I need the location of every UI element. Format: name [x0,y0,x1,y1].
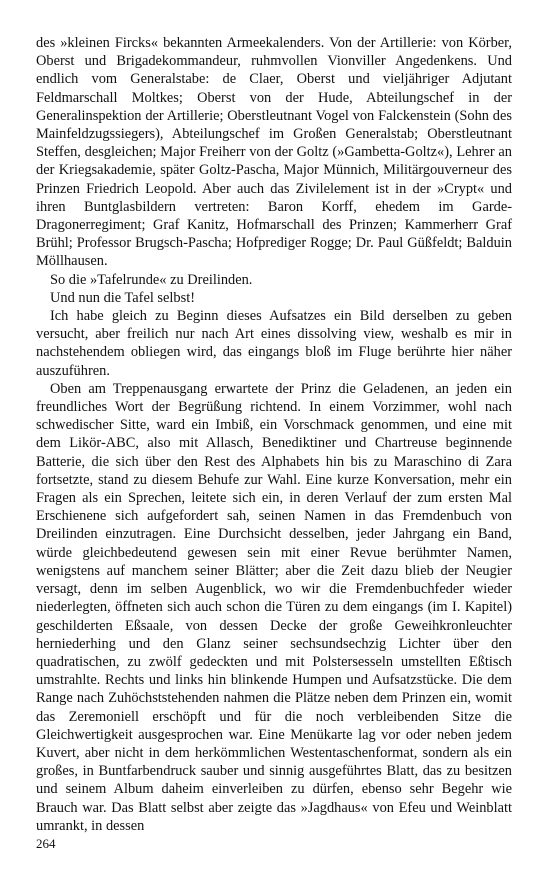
paragraph: Und nun die Tafel selbst! [50,289,196,306]
page-number: 264 [36,836,56,851]
body-text [36,34,512,835]
paragraph: So die »Tafelrunde« zu Dreilinden. [50,271,253,288]
paragraph: Oben am Treppenausgang erwartete der Prinz die Geladenen, an jeden ein freundliches Wort der Begrüßung richtend. In einem Vorzimmer, wohl nach schwedischer Sitte, ward ein Imbiß, ein Vorschmack genommen, und eine mit dem Likör-ABC, also mit Allasch, Benediktiner und Chartreuse beginnende Batterie, die sich über den Rest des Alphabets hin bis zu Maraschino di Zara fortsetzte, stand zu diesem Behufe zur Wahl. Eine kurze Konversation, mehr ein Fragen als ein Sprechen, leitete sich ein, in deren Verlauf der zum ersten Mal Erschienene sich aufgefordert sah, seinen Namen in das Fremdenbuch von Dreilinden einzutragen. Eine Durchsicht desselben, jeder Jahrgang ein Band, würde gleichbedeutend gewesen sein mit einer Revue berühmter Namen, wenigstens auf manchem seiner Blätter; aber die Zeit dazu blieb der Neugier versagt, denn im selben Augenblick, wo wir die Fremdenbuchfeder wieder niederlegten, öffneten sich auch schon die Türen zu dem eingangs (im I. Kapitel) geschilderten Eßsaale, von dessen Decke der große Geweihkronleuchter herniederhing und den Glanz seiner sechsundsechzig Lichter über den quadratischen, zu zwölf gedeckten und mit Polstersesseln umstellten Eßtisch umstrahlte. Rechts und links hin blinkende Humpen und Aufsatzstücke. Die dem Range nach Zuhöchststehenden nahmen die Plätze neben dem Prinzen ein, womit das Zeremoniell erschöpft und für die noch verbleibenden Sitze die Gleichwertigkeit ausgesprochen war. Eine Menükarte lag vor oder neben jedem Kuvert, aber nicht in dem herkömmlichen Westentaschenformat, sondern als ein großes, in Buntfarbendruck sauber und sinnig ausgeführtes Blatt, das zu besitzen und seinem Album daheim einverleiben zu dürfen, ebenso sehr Begehr wie Brauch war. Das Blatt selbst aber zeigte das »Jagdhaus« von Efeu und Weinblatt umrankt, in dessen [36,380,512,834]
paragraph-continued: des »kleinen Fircks« bekannten Armeekalenders. Von der Artillerie: von Körber, Oberst und Brigadekommandeur, ruhmvollen Vionviller Angedenkens. Und endlich vom Generalstabe: de Claer, Oberst und vieljähriger Adjutant Feldmarschall Moltkes; Oberst von der Hude, Abteilungschef in der Generalinspektion der Artillerie; Oberstleutnant Vogel von Falckenstein (Sohn des Mainfeldzugssiegers), Abteilungschef im Großen Generalstab; Oberstleutnant Steffen, desgleichen; Major Freiherr von der Goltz (»Gambetta-Goltz«), Lehrer an der Kriegsakademie, später Goltz-Pascha, Major Münnich, Militärgouverneur des Prinzen Friedrich Leopold. Aber auch das Zivilelement ist in der »Crypt« und ihren Buntglasbildern vertreten: Baron Korff, ehedem im Garde-Dragonerregiment; Graf Kanitz, Hofmarschall des Prinzen; Kammerherr Graf Brühl; Professor Brugsch-Pascha; Hofprediger Rogge; Dr. Paul Güßfeldt; Balduin Möllhausen. [36,35,512,270]
paragraph: Ich habe gleich zu Beginn dieses Aufsatzes ein Bild derselben zu geben versucht, aber freilich nur nach Art eines dissolving view, weshalb es mir in nachstehendem obliegen wird, das eingangs bloß im Fluge berührte hier näher auszuführen. [36,308,512,379]
book-page [36,34,512,854]
